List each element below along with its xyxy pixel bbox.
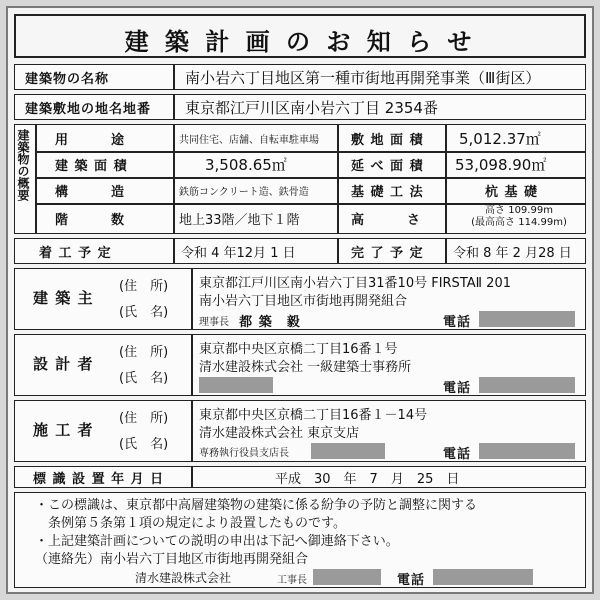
structure-value: 鉄筋コンクリート造、鉄骨造 [179, 186, 309, 198]
contact-label: （連絡先） [35, 552, 101, 567]
start-value: 令和 4 年12月 1 日 [181, 245, 296, 261]
notice-board [6, 6, 594, 594]
notes-block [14, 492, 586, 588]
contractor-person-title: 専務執行役員支店長 [199, 448, 289, 459]
owner-name-label: (氏 名) [119, 305, 169, 320]
site-area-value: 5,012.37㎡ [459, 129, 541, 148]
page-title: 建 築 計 画 の お 知 ら せ [124, 28, 476, 56]
designer-phone-label: 電話 [443, 381, 472, 396]
contractor-phone-label: 電話 [443, 447, 472, 462]
designer-address: 東京都中央区京橋二丁目16番１号 [199, 342, 398, 357]
redacted-name [199, 377, 273, 393]
floors-value: 地上33階／地下１階 [179, 212, 300, 228]
designer-address-label: (住 所) [119, 345, 169, 360]
use-label: 用 途 [55, 132, 126, 148]
project-name-row [14, 64, 586, 90]
owner-person-title: 理事長 [199, 317, 229, 328]
building-area-label: 建 築 面 積 [55, 158, 128, 174]
foundation-value: 杭 基 礎 [485, 184, 539, 200]
height-value: 高さ 109.99m [485, 205, 553, 216]
contractor-role: 施 工 者 [33, 421, 94, 439]
redacted-phone [479, 443, 575, 459]
note-line-1: ・この標識は、東京都中高層建築物の建築に係る紛争の予防と調整に関する [35, 498, 478, 513]
contractor-name-label: (氏 名) [119, 437, 169, 452]
owner-phone-label: 電話 [443, 315, 472, 330]
owner-address: 東京都江戸川区南小岩六丁目31番10号 FIRSTAⅡ 201 [199, 276, 511, 291]
building-area-value: 3,508.65㎡ [205, 155, 287, 174]
designer-role: 設 計 者 [33, 355, 94, 373]
end-label: 完 了 予 定 [351, 245, 424, 261]
posted-date-value: 平成 30 年 7 月 25 日 [275, 471, 460, 487]
max-height-value: (最高高さ 114.99m) [471, 217, 567, 228]
posted-date-label: 標 識 設 置 年 月 日 [33, 471, 165, 487]
redacted-name [313, 569, 381, 585]
redacted-phone [479, 311, 575, 327]
designer-org: 清水建設株式会社 一級建築士事務所 [199, 360, 412, 375]
overview-block [14, 124, 586, 234]
contact-company: 清水建設株式会社 [135, 571, 232, 585]
owner-address-label: (住 所) [119, 279, 169, 294]
note-line-2: 条例第５条第１項の規定により設置したものです。 [35, 516, 346, 531]
redacted-phone [433, 569, 533, 585]
contact-org: 南小岩六丁目地区市街地再開発組合 [100, 552, 309, 567]
note-line-3: ・上記建築計画についての説明の申出は下記へ御連絡下さい。 [35, 534, 399, 549]
contractor-block [14, 400, 586, 462]
site-address-label: 建築敷地の地名地番 [25, 101, 152, 117]
posted-date-row [14, 466, 586, 488]
height-label: 高 さ [351, 212, 422, 228]
project-name-label: 建築物の名称 [25, 71, 110, 87]
site-manager-label: 工事長 [277, 575, 307, 586]
use-value: 共同住宅、店舗、自転車駐車場 [179, 134, 319, 146]
owner-block [14, 268, 586, 330]
project-name-value: 南小岩六丁目地区第一種市街地再開発事業（Ⅲ街区） [185, 68, 541, 87]
owner-org: 南小岩六丁目地区市街地再開発組合 [199, 294, 408, 309]
site-area-label: 敷 地 面 積 [351, 132, 424, 148]
redacted-name [311, 443, 385, 459]
redacted-phone [479, 377, 575, 393]
owner-person: 都 築 毅 [239, 315, 301, 330]
contractor-address-label: (住 所) [119, 411, 169, 426]
floor-area-value: 53,098.90㎡ [455, 155, 547, 174]
floors-label: 階 数 [55, 212, 126, 228]
designer-name-label: (氏 名) [119, 371, 169, 386]
overview-side-label: 建築物の概要 [16, 129, 30, 201]
site-address-value: 東京都江戸川区南小岩六丁目 2354番 [185, 98, 438, 117]
structure-label: 構 造 [55, 184, 126, 200]
site-address-row [14, 94, 586, 120]
start-label: 着 工 予 定 [39, 245, 112, 261]
end-value: 令和 8 年 2 月28 日 [453, 245, 572, 261]
title-box [14, 14, 586, 58]
floor-area-label: 延 べ 面 積 [351, 158, 424, 174]
contractor-org: 清水建設株式会社 東京支店 [199, 426, 360, 441]
contractor-address: 東京都中央区京橋二丁目16番１－14号 [199, 408, 428, 423]
designer-block [14, 334, 586, 396]
owner-role: 建 築 主 [33, 289, 94, 307]
foundation-label: 基 礎 工 法 [351, 184, 424, 200]
contact-phone-label: 電話 [397, 573, 426, 588]
schedule-row [14, 238, 586, 264]
